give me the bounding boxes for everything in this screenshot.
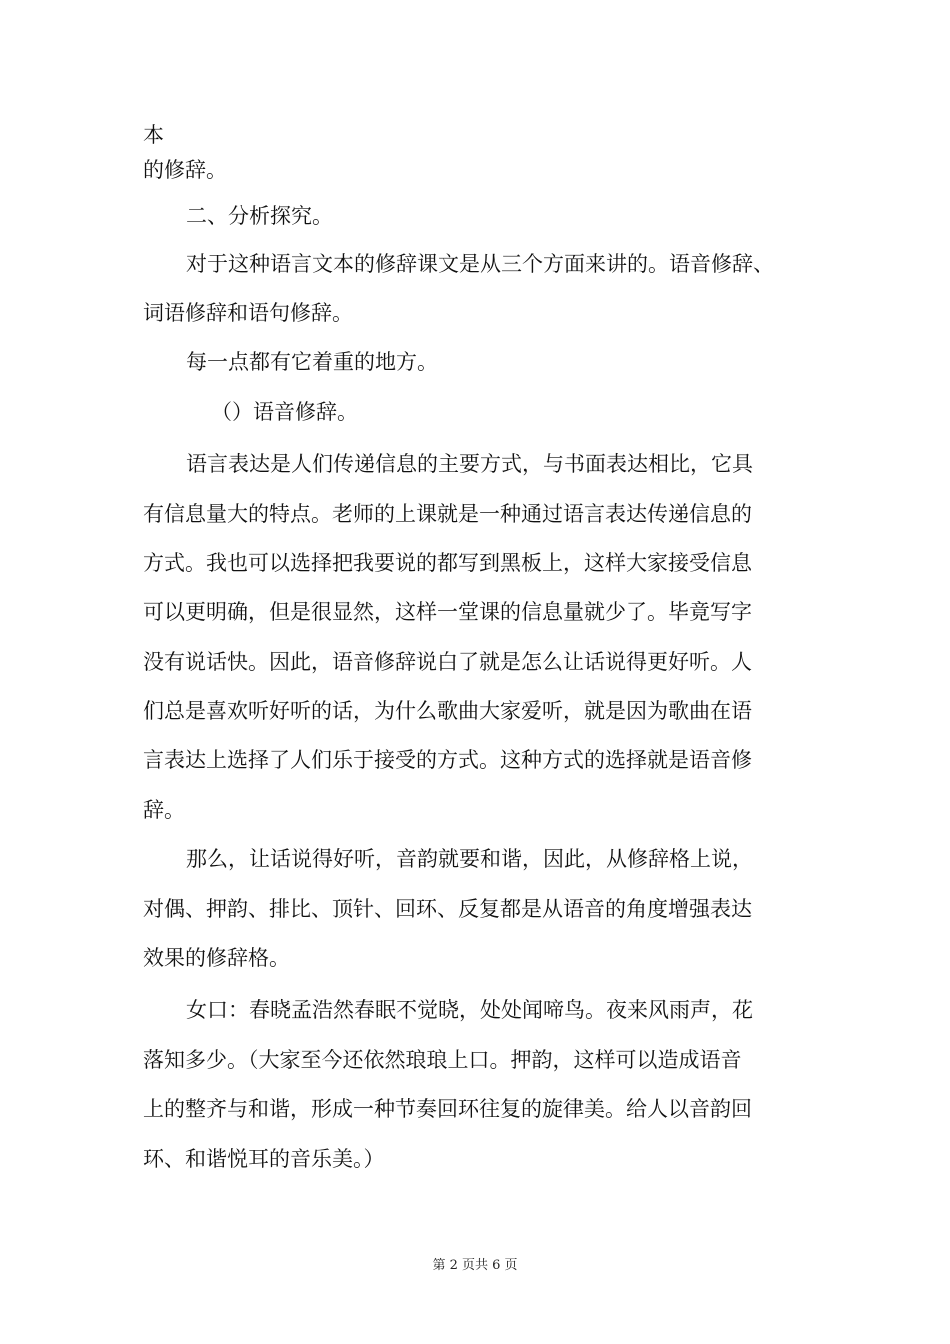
text-line: 有信息量大的特点。老师的上课就是一种通过语言表达传递信息的 (143, 502, 752, 526)
text-line: 的修辞。 (143, 158, 227, 182)
text-line: 没有说话快。因此，语音修辞说白了就是怎么让话说得更好听。人 (143, 650, 752, 674)
text-line: 落知多少。（大家至今还依然琅琅上口。押韵，这样可以造成语音 (143, 1048, 742, 1072)
text-line: 那么，让话说得好听，音韵就要和谐，因此，从修辞格上说， (186, 847, 753, 871)
text-line: 言表达上选择了人们乐于接受的方式。这种方式的选择就是语音修 (143, 748, 752, 772)
text-line: 效果的修辞格。 (143, 946, 290, 970)
text-line: 辞。 (143, 798, 185, 822)
page-footer: 第 2 页共 6 页 (432, 1258, 518, 1273)
subsection-heading: （）语音修辞。 (211, 400, 358, 424)
text-line: 每一点都有它着重的地方。 (186, 350, 438, 374)
text-line: 对偶、押韵、排比、顶针、回环、反复都是从语音的角度增强表达 (143, 897, 752, 921)
text-line: 们总是喜欢听好听的话，为什么歌曲大家爱听，就是因为歌曲在语 (143, 699, 752, 723)
text-line: 方式。我也可以选择把我要说的都写到黑板上，这样大家接受信息 (143, 551, 752, 575)
section-heading: 二、分析探究。 (186, 204, 333, 228)
text-line: 本 (143, 123, 164, 147)
text-line: 上的整齐与和谐，形成一种节奏回环往复的旋律美。给人以音韵回 (143, 1097, 752, 1121)
text-line: 词语修辞和语句修辞。 (143, 301, 353, 325)
text-line: 可以更明确，但是很显然，这样一堂课的信息量就少了。毕竟写字 (143, 600, 752, 624)
text-line: 环、和谐悦耳的音乐美。） (143, 1147, 385, 1171)
text-line: 女口：春晓孟浩然春眠不觉晓，处处闻啼鸟。夜来风雨声，花 (186, 998, 753, 1022)
text-line: 对于这种语言文本的修辞课文是从三个方面来讲的。语音修辞、 (186, 252, 774, 276)
text-line: 语言表达是人们传递信息的主要方式，与书面表达相比，它具 (186, 452, 753, 476)
